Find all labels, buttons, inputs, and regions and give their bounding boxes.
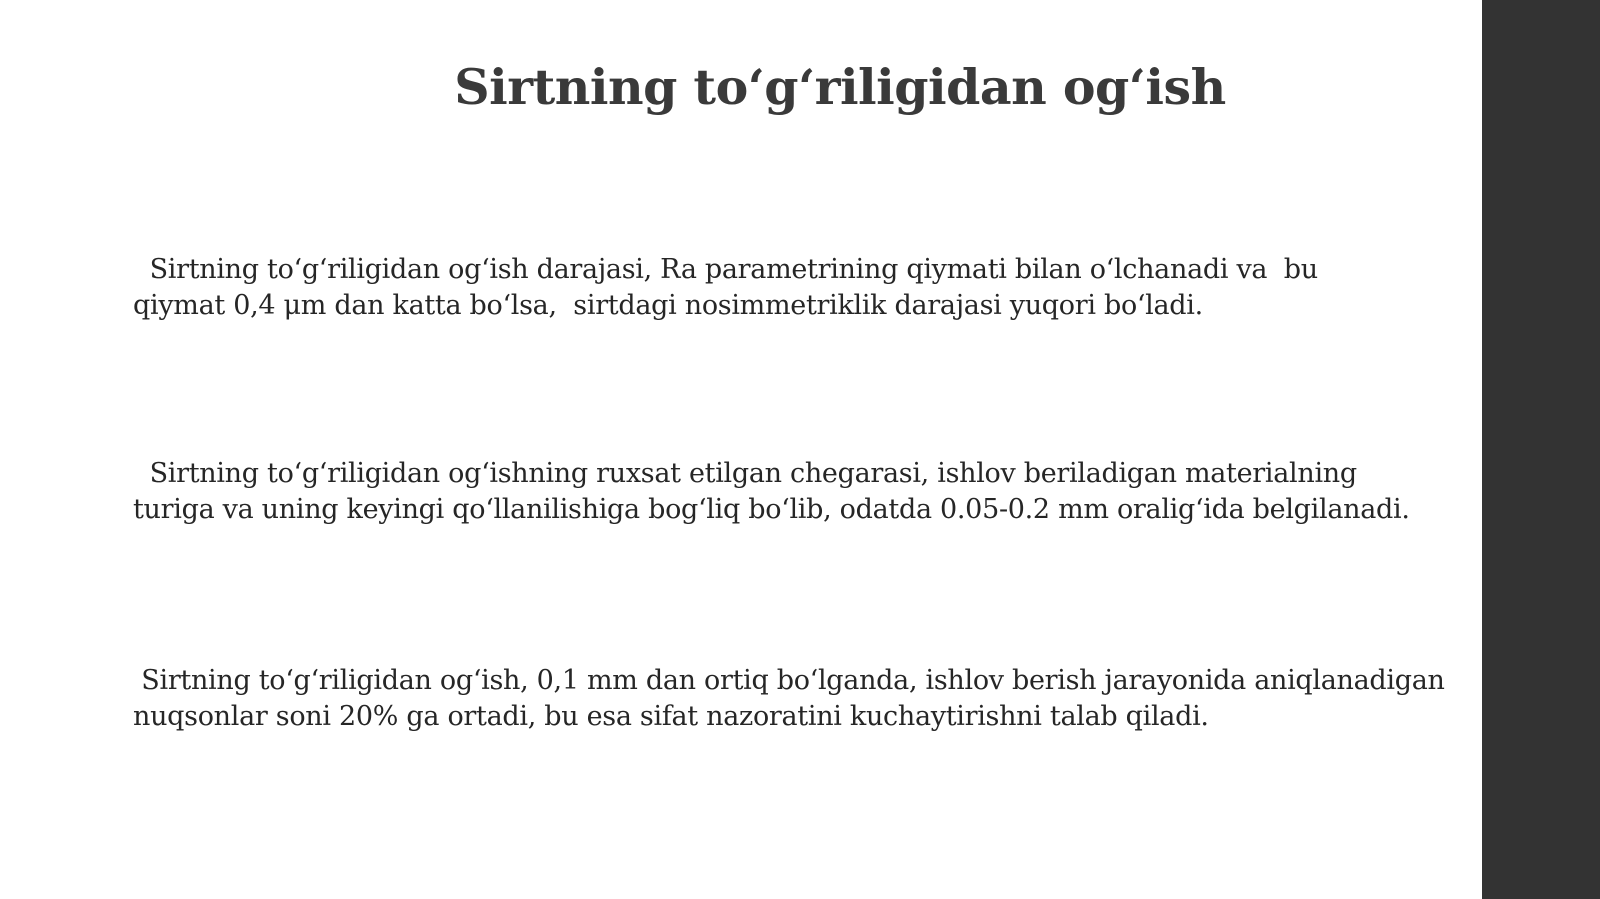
paragraph-1-line-1: Sirtning to‘g‘riligidan og‘ish darajasi, Ra parametrining qiymati bilan o‘lchanadi va bu (133, 254, 1318, 285)
paragraph-1 (133, 252, 1318, 324)
paragraph-2-line-2: turiga va uning keyingi qo‘llanilishiga bog‘liq bo‘lib, odatda 0.05-0.2 mm oralig‘ida belgilanadi. (133, 494, 1410, 525)
paragraph-3-line-1: Sirtning to‘g‘riligidan og‘ish, 0,1 mm dan ortiq bo‘lganda, ishlov berish jarayonida aniqlanadigan (133, 665, 1445, 696)
slide-title: Sirtning to‘g‘riligidan og‘ish (454, 58, 1226, 116)
paragraph-2-line-1: Sirtning to‘g‘riligidan og‘ishning ruxsat etilgan chegarasi, ishlov beriladigan materialning (133, 458, 1357, 489)
paragraph-3 (133, 663, 1445, 735)
side-bar (1482, 0, 1600, 899)
paragraph-1-line-2: qiymat 0,4 μm dan katta bo‘lsa, sirtdagi nosimmetriklik darajasi yuqori bo‘ladi. (133, 290, 1203, 321)
paragraph-2 (133, 456, 1410, 528)
paragraph-3-line-2: nuqsonlar soni 20% ga ortadi, bu esa sifat nazoratini kuchaytirishni talab qiladi. (133, 701, 1209, 732)
